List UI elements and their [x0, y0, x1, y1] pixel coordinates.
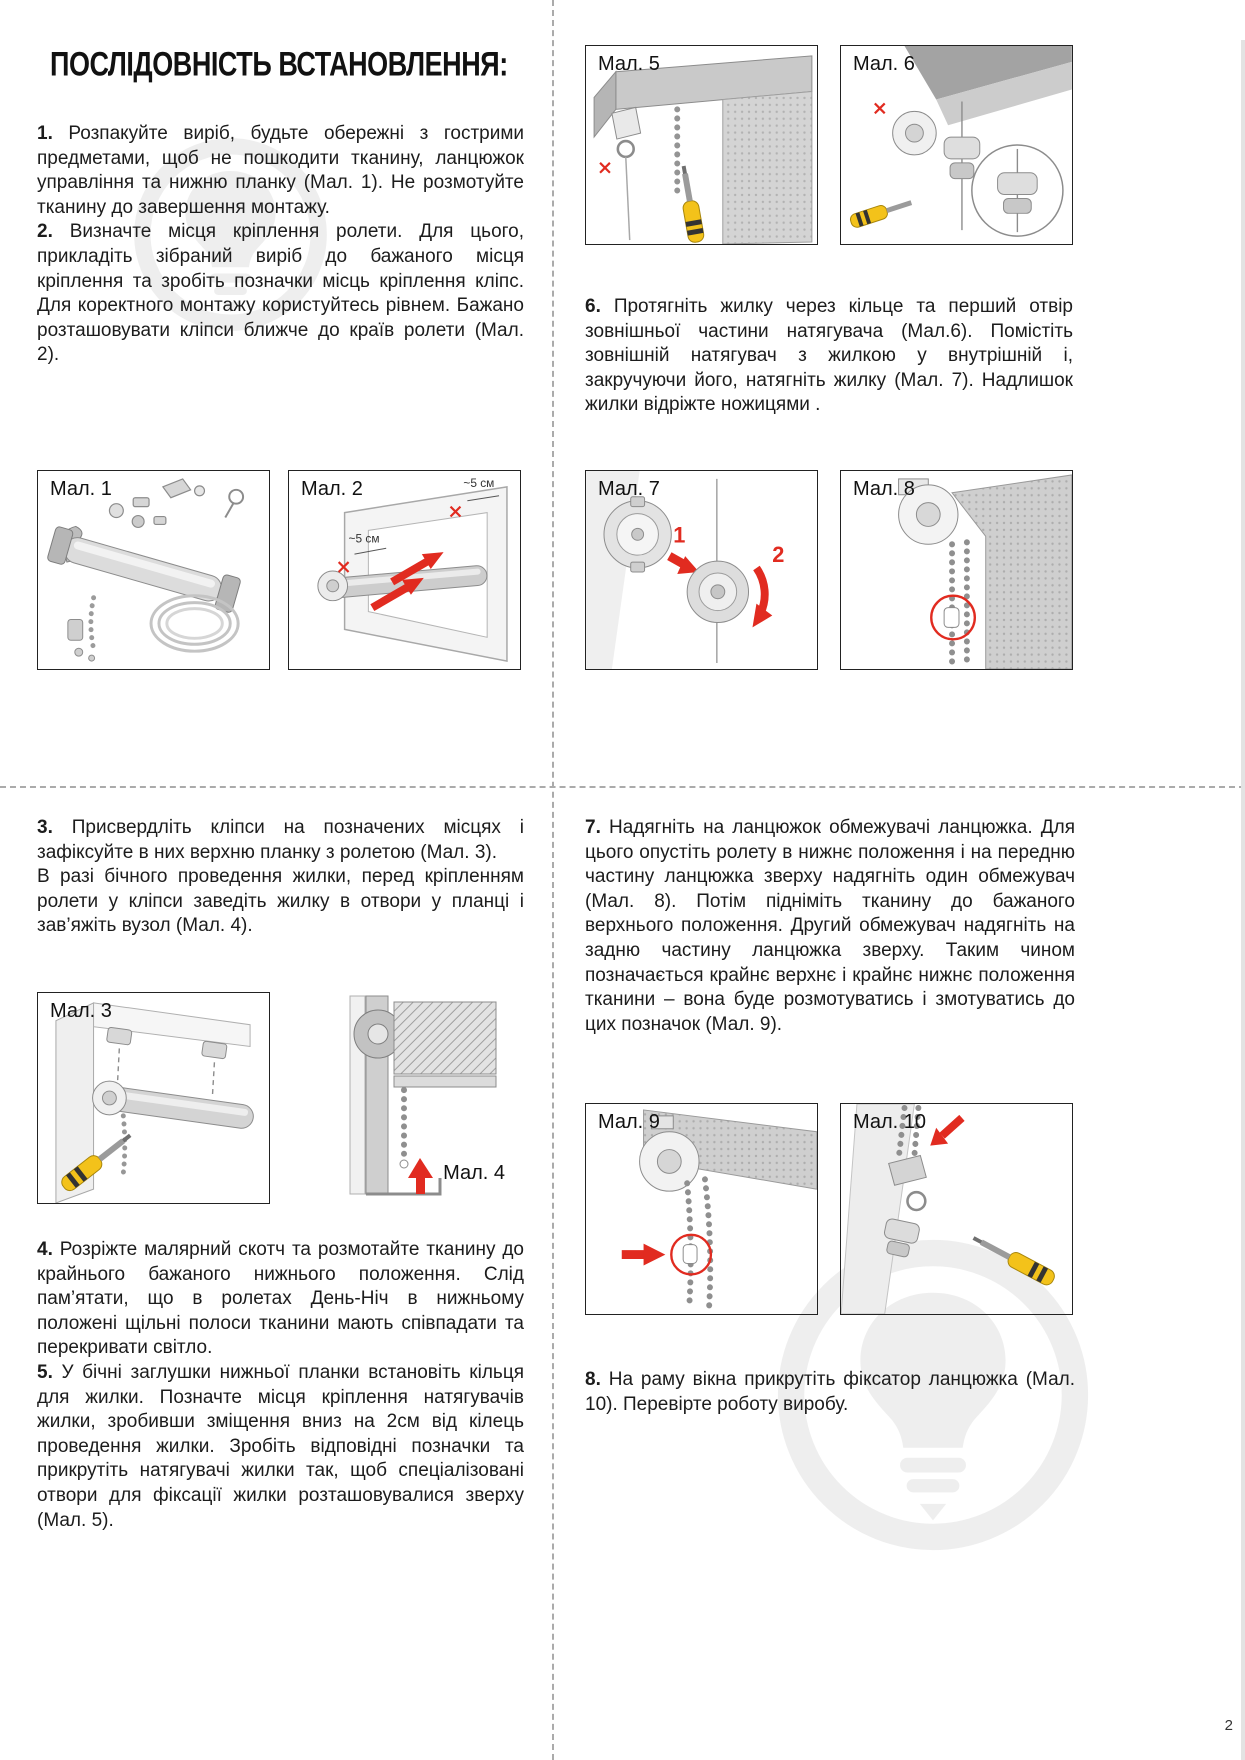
fabric — [723, 92, 812, 244]
step-4-number: 4. — [37, 1239, 53, 1260]
page-number: 2 — [1224, 1717, 1233, 1734]
figure-9-illustration — [586, 1104, 817, 1314]
step-6-number: 6. — [585, 296, 601, 317]
tensioner-outer — [944, 137, 980, 179]
tensioner-inner-part — [687, 561, 748, 622]
step-3-extra — [37, 865, 524, 939]
fabric-band — [394, 1076, 496, 1087]
figure-3 — [37, 992, 270, 1204]
red-arrow-up — [408, 1158, 433, 1194]
figure-6-label: Мал. 6 — [853, 53, 915, 75]
figure-8 — [840, 470, 1073, 670]
figure-5-label: Мал. 5 — [598, 53, 660, 75]
step-8 — [585, 1368, 1075, 1417]
step-6 — [585, 295, 1073, 418]
mounting-clips-icon — [109, 479, 204, 528]
step-2-text: Визначте місця кріплення ролети. Для цього, прикладіть зібраний виріб до бажаного місця кріплення та зробіть позначки місць кріплення кліпс. Для коректного монтажу користуйтесь рівнем. Бажано розташовувати кліпси ближче до країв ролети (Мал. 2). — [37, 221, 525, 366]
red-cross-mark — [875, 103, 885, 113]
tensioner-detail — [998, 173, 1038, 214]
bead-chain — [123, 1116, 124, 1173]
step-1-text: Розпакуйте виріб, будьте обережні з гострими предметами, щоб не пошкодити тканину, ланцюжок управління та нижню планку (Мал. 1). Не розмотуйте тканину до завершення монтажу. — [37, 123, 525, 218]
step-7-text: Надягніть на ланцюжок обмежувачі ланцюжка. Для цього опустіть ролету в нижнє положення і на передню частину ланцюжка зверху надягніть один обмежувач (Мал. 8). Потім підніміть тканину до бажаного верхнього положення. Другий обмежувач надягніть на задню частину ланцюжка зверху. Таким чином позначається крайнє верхнє і крайнє нижнє положення тканини – вона буде розмотуватись і змотуватись до цих позначок (Мал. 9). — [585, 817, 1075, 1035]
figure-9-label: Мал. 9 — [598, 1111, 660, 1133]
figure-6 — [840, 45, 1073, 245]
section-bottom-right-text-2 — [585, 1368, 1075, 1417]
wire-hole — [400, 1160, 408, 1168]
figure-5 — [585, 45, 818, 245]
wire-ring — [618, 141, 634, 157]
figure-10-illustration — [841, 1104, 1072, 1314]
divider-horizontal — [0, 786, 1245, 788]
section-bottom-right-text — [585, 816, 1075, 1037]
screwdriver-icon — [970, 1231, 1057, 1287]
dimension-label-top: ~5 см — [463, 475, 495, 490]
step-1-number: 1. — [37, 123, 53, 144]
small-parts — [68, 620, 95, 662]
section-top-right-text — [585, 295, 1073, 418]
figure-10-label: Мал. 10 — [853, 1111, 927, 1133]
section-bottom-left-text-2 — [37, 1238, 524, 1533]
figure-4-label: Мал. 4 — [443, 1162, 505, 1184]
figure-7-label: Мал. 7 — [598, 478, 660, 500]
figure-4 — [288, 988, 521, 1203]
bead-chain — [952, 542, 967, 665]
fabric — [952, 475, 1072, 669]
cassette-side — [594, 72, 616, 137]
chain-stopper — [683, 1245, 697, 1264]
dimension-label-left: ~5 см — [348, 531, 380, 546]
section-top-left-text — [37, 122, 524, 368]
figure-2-label: Мал. 2 — [301, 478, 363, 500]
chain-ring — [907, 1192, 925, 1210]
roller-tube — [47, 526, 241, 613]
step-2-number: 2. — [37, 221, 53, 243]
red-arrow-head — [644, 1244, 666, 1266]
scan-edge-artifact — [1241, 40, 1245, 1760]
figure-10 — [840, 1103, 1073, 1315]
step-7-number: 7. — [585, 817, 601, 838]
red-cross-mark — [600, 163, 610, 173]
step-5-text: У бічні заглушки нижньої планки встановіть кільця для жилки. Позначте місця кріплення натягувачів жилки, зробивши зміщення вниз на 2см від кілець проведення жилки. Зробіть відповідні позначки та прикрутіть натягувачі жилки так, щоб спеціалізовані отвори для фіксації жилки розташовувалися зверху (Мал. 5). — [37, 1361, 524, 1531]
step-4 — [37, 1238, 524, 1361]
divider-vertical — [552, 0, 554, 1760]
figure-1-label: Мал. 1 — [50, 478, 112, 500]
figure-1 — [37, 470, 270, 670]
screwdriver-icon — [676, 165, 705, 244]
wire-coil — [151, 596, 238, 651]
step-5 — [37, 1361, 524, 1533]
step-3 — [37, 816, 524, 865]
step-2 — [37, 220, 524, 368]
figure-7 — [585, 470, 818, 670]
red-arrow-line — [942, 1118, 962, 1136]
step-3-number: 3. — [37, 817, 53, 838]
figure-9 — [585, 1103, 818, 1315]
step-1 — [37, 122, 524, 220]
fabric-roll — [394, 1002, 496, 1074]
step-3-text: Присвердліть кліпси на позначених місцях і зафіксуйте в них верхню планку з ролетою (Мал. 3). — [37, 817, 525, 863]
screwdriver-icon — [849, 196, 914, 229]
page-title: ПОСЛІДОВНІСТЬ ВСТАНОВЛЕННЯ: — [50, 46, 508, 84]
figure-3-illustration — [38, 993, 269, 1203]
step-6-text: Протягніть жилку через кільце та перший отвір зовнішньої частини натягувача (Мал.6). Помістіть зовнішній натягувач з жилкою у внутрішній і, закручуючи його, натягніть жилку (Мал. 7). Надлишок жилки відріжте ножицями . — [585, 296, 1073, 416]
marker-1: 1 — [673, 522, 686, 548]
bead-chain — [91, 598, 95, 653]
step-4-text: Розріжте малярний скотч та розмотайте тканину до крайнього бажаного нижнього положення. Слід пам’ятати, що в ролетах День-Ніч в нижньому положені щільні полоси тканини мають співпадати та перекривати світло. — [37, 1239, 524, 1359]
chain-stopper — [944, 608, 959, 628]
figure-3-label: Мал. 3 — [50, 1000, 112, 1022]
eyelet-screw-icon — [225, 490, 243, 518]
figure-2 — [288, 470, 521, 670]
wire-line — [626, 157, 630, 240]
step-3-extra-text: В разі бічного проведення жилки, перед кріпленням ролети у кліпси заведіть жилку в отвори у планці і зав’яжіть вузол (Мал. 4). — [37, 866, 524, 937]
step-5-number: 5. — [37, 1361, 53, 1383]
section-bottom-left-text — [37, 816, 524, 939]
figure-8-label: Мал. 8 — [853, 478, 915, 500]
step-8-number: 8. — [585, 1369, 601, 1390]
marker-2: 2 — [772, 542, 785, 568]
end-plug — [612, 107, 641, 139]
step-7 — [585, 816, 1075, 1037]
step-8-text: На раму вікна прикрутіть фіксатор ланцюжка (Мал. 10). Перевірте роботу виробу. — [585, 1369, 1075, 1415]
